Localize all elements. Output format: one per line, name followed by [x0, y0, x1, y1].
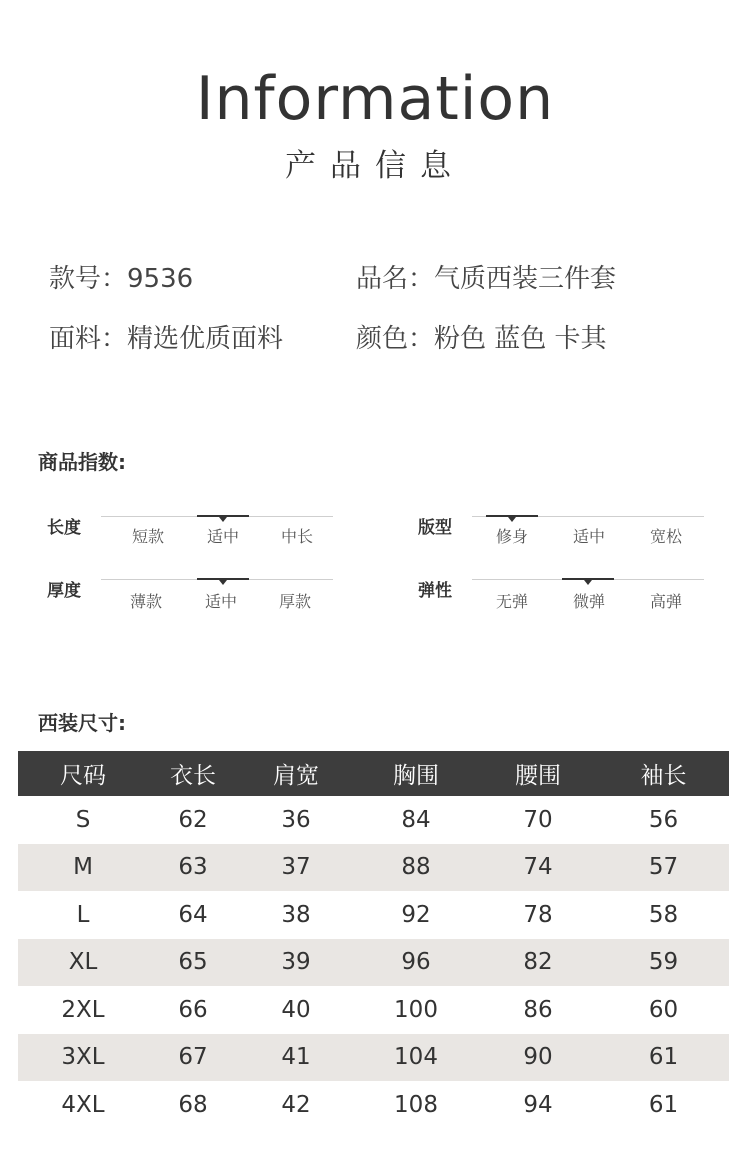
product-name: 品名：气质西装三件套: [356, 264, 617, 294]
index-thickness-label: 厚度: [47, 581, 81, 601]
index-length-option: 适中: [206, 527, 239, 546]
sizes-heading: 西装尺寸:: [38, 711, 126, 735]
column-header: 腰围: [478, 751, 598, 796]
index-fit-option: 宽松: [649, 527, 682, 546]
table-cell: 84: [401, 806, 431, 833]
table-cell: 64: [178, 901, 208, 928]
index-length-option: 中长: [280, 527, 313, 546]
column-header: 胸围: [354, 751, 478, 796]
color: 颜色：粉色 蓝色 卡其: [356, 324, 607, 354]
index-length-label: 长度: [47, 518, 81, 538]
table-cell: 37: [238, 844, 354, 892]
size-table: [18, 751, 729, 1129]
page-title-english: Information: [195, 64, 555, 134]
table-cell: 67: [148, 1034, 238, 1082]
table-cell: M: [18, 844, 148, 892]
table-cell: 39: [238, 939, 354, 987]
index-thickness-option: 适中: [204, 592, 237, 611]
table-cell: 3XL: [18, 1034, 148, 1082]
index-thickness-option: 厚款: [278, 592, 311, 611]
table-row: [18, 939, 729, 987]
index-elasticity-option: 无弹: [495, 592, 528, 611]
index-fit-marker: [486, 515, 538, 517]
table-row: [18, 891, 729, 939]
table-cell: 94: [523, 1091, 553, 1118]
table-cell: 78: [523, 901, 553, 928]
table-cell: 61: [598, 1034, 729, 1082]
table-cell: 90: [478, 1034, 598, 1082]
index-elasticity-label: 弹性: [418, 581, 452, 601]
column-header: 尺码: [18, 751, 148, 796]
index-length-marker: [197, 515, 249, 517]
table-cell: 56: [648, 806, 679, 833]
table-cell: 65: [148, 939, 238, 987]
index-fit-option: 适中: [572, 527, 605, 546]
table-cell: 63: [148, 844, 238, 892]
table-cell: 36: [281, 806, 311, 833]
index-elasticity-marker: [562, 578, 614, 580]
table-cell: 82: [478, 939, 598, 987]
table-cell: 2XL: [61, 996, 105, 1023]
style-number: 款号：9536: [49, 264, 194, 294]
index-fit-option: 修身: [495, 527, 528, 546]
index-heading: 商品指数:: [38, 450, 126, 474]
table-cell: 41: [238, 1034, 354, 1082]
table-cell: 70: [523, 806, 553, 833]
index-length-option: 短款: [131, 527, 164, 546]
table-cell: 108: [394, 1091, 438, 1118]
index-thickness-option: 薄款: [129, 592, 162, 611]
table-cell: 96: [354, 939, 478, 987]
table-row: [18, 986, 729, 1034]
table-cell: 66: [178, 996, 208, 1023]
page-title-chinese: 产品信息: [285, 148, 465, 184]
table-cell: XL: [18, 939, 148, 987]
index-elasticity-option: 微弹: [572, 592, 605, 611]
column-header: 肩宽: [238, 751, 354, 796]
column-header: 袖长: [598, 751, 729, 796]
table-cell: 4XL: [61, 1091, 105, 1118]
index-elasticity-option: 高弹: [649, 592, 682, 611]
table-cell: 59: [598, 939, 729, 987]
index-thickness-marker: [197, 578, 249, 580]
table-cell: 104: [354, 1034, 478, 1082]
table-cell: 100: [394, 996, 438, 1023]
index-fit-label: 版型: [418, 518, 452, 538]
table-cell: 60: [648, 996, 679, 1023]
table-row: [18, 796, 729, 844]
table-cell: 92: [401, 901, 431, 928]
column-header: 衣长: [148, 751, 238, 796]
table-cell: 61: [648, 1091, 679, 1118]
table-row: [18, 844, 729, 892]
table-row: [18, 1034, 729, 1082]
table-cell: 88: [354, 844, 478, 892]
table-cell: 38: [281, 901, 311, 928]
size-table-header: [18, 751, 729, 796]
table-cell: 42: [281, 1091, 311, 1118]
fabric: 面料：精选优质面料: [49, 324, 284, 354]
table-cell: 58: [648, 901, 679, 928]
table-cell: S: [75, 806, 91, 833]
table-cell: 62: [178, 806, 208, 833]
table-cell: 40: [281, 996, 311, 1023]
table-cell: 68: [178, 1091, 208, 1118]
table-cell: 86: [523, 996, 553, 1023]
table-cell: L: [76, 901, 90, 928]
table-row: [18, 1081, 729, 1129]
table-cell: 74: [478, 844, 598, 892]
table-cell: 57: [598, 844, 729, 892]
